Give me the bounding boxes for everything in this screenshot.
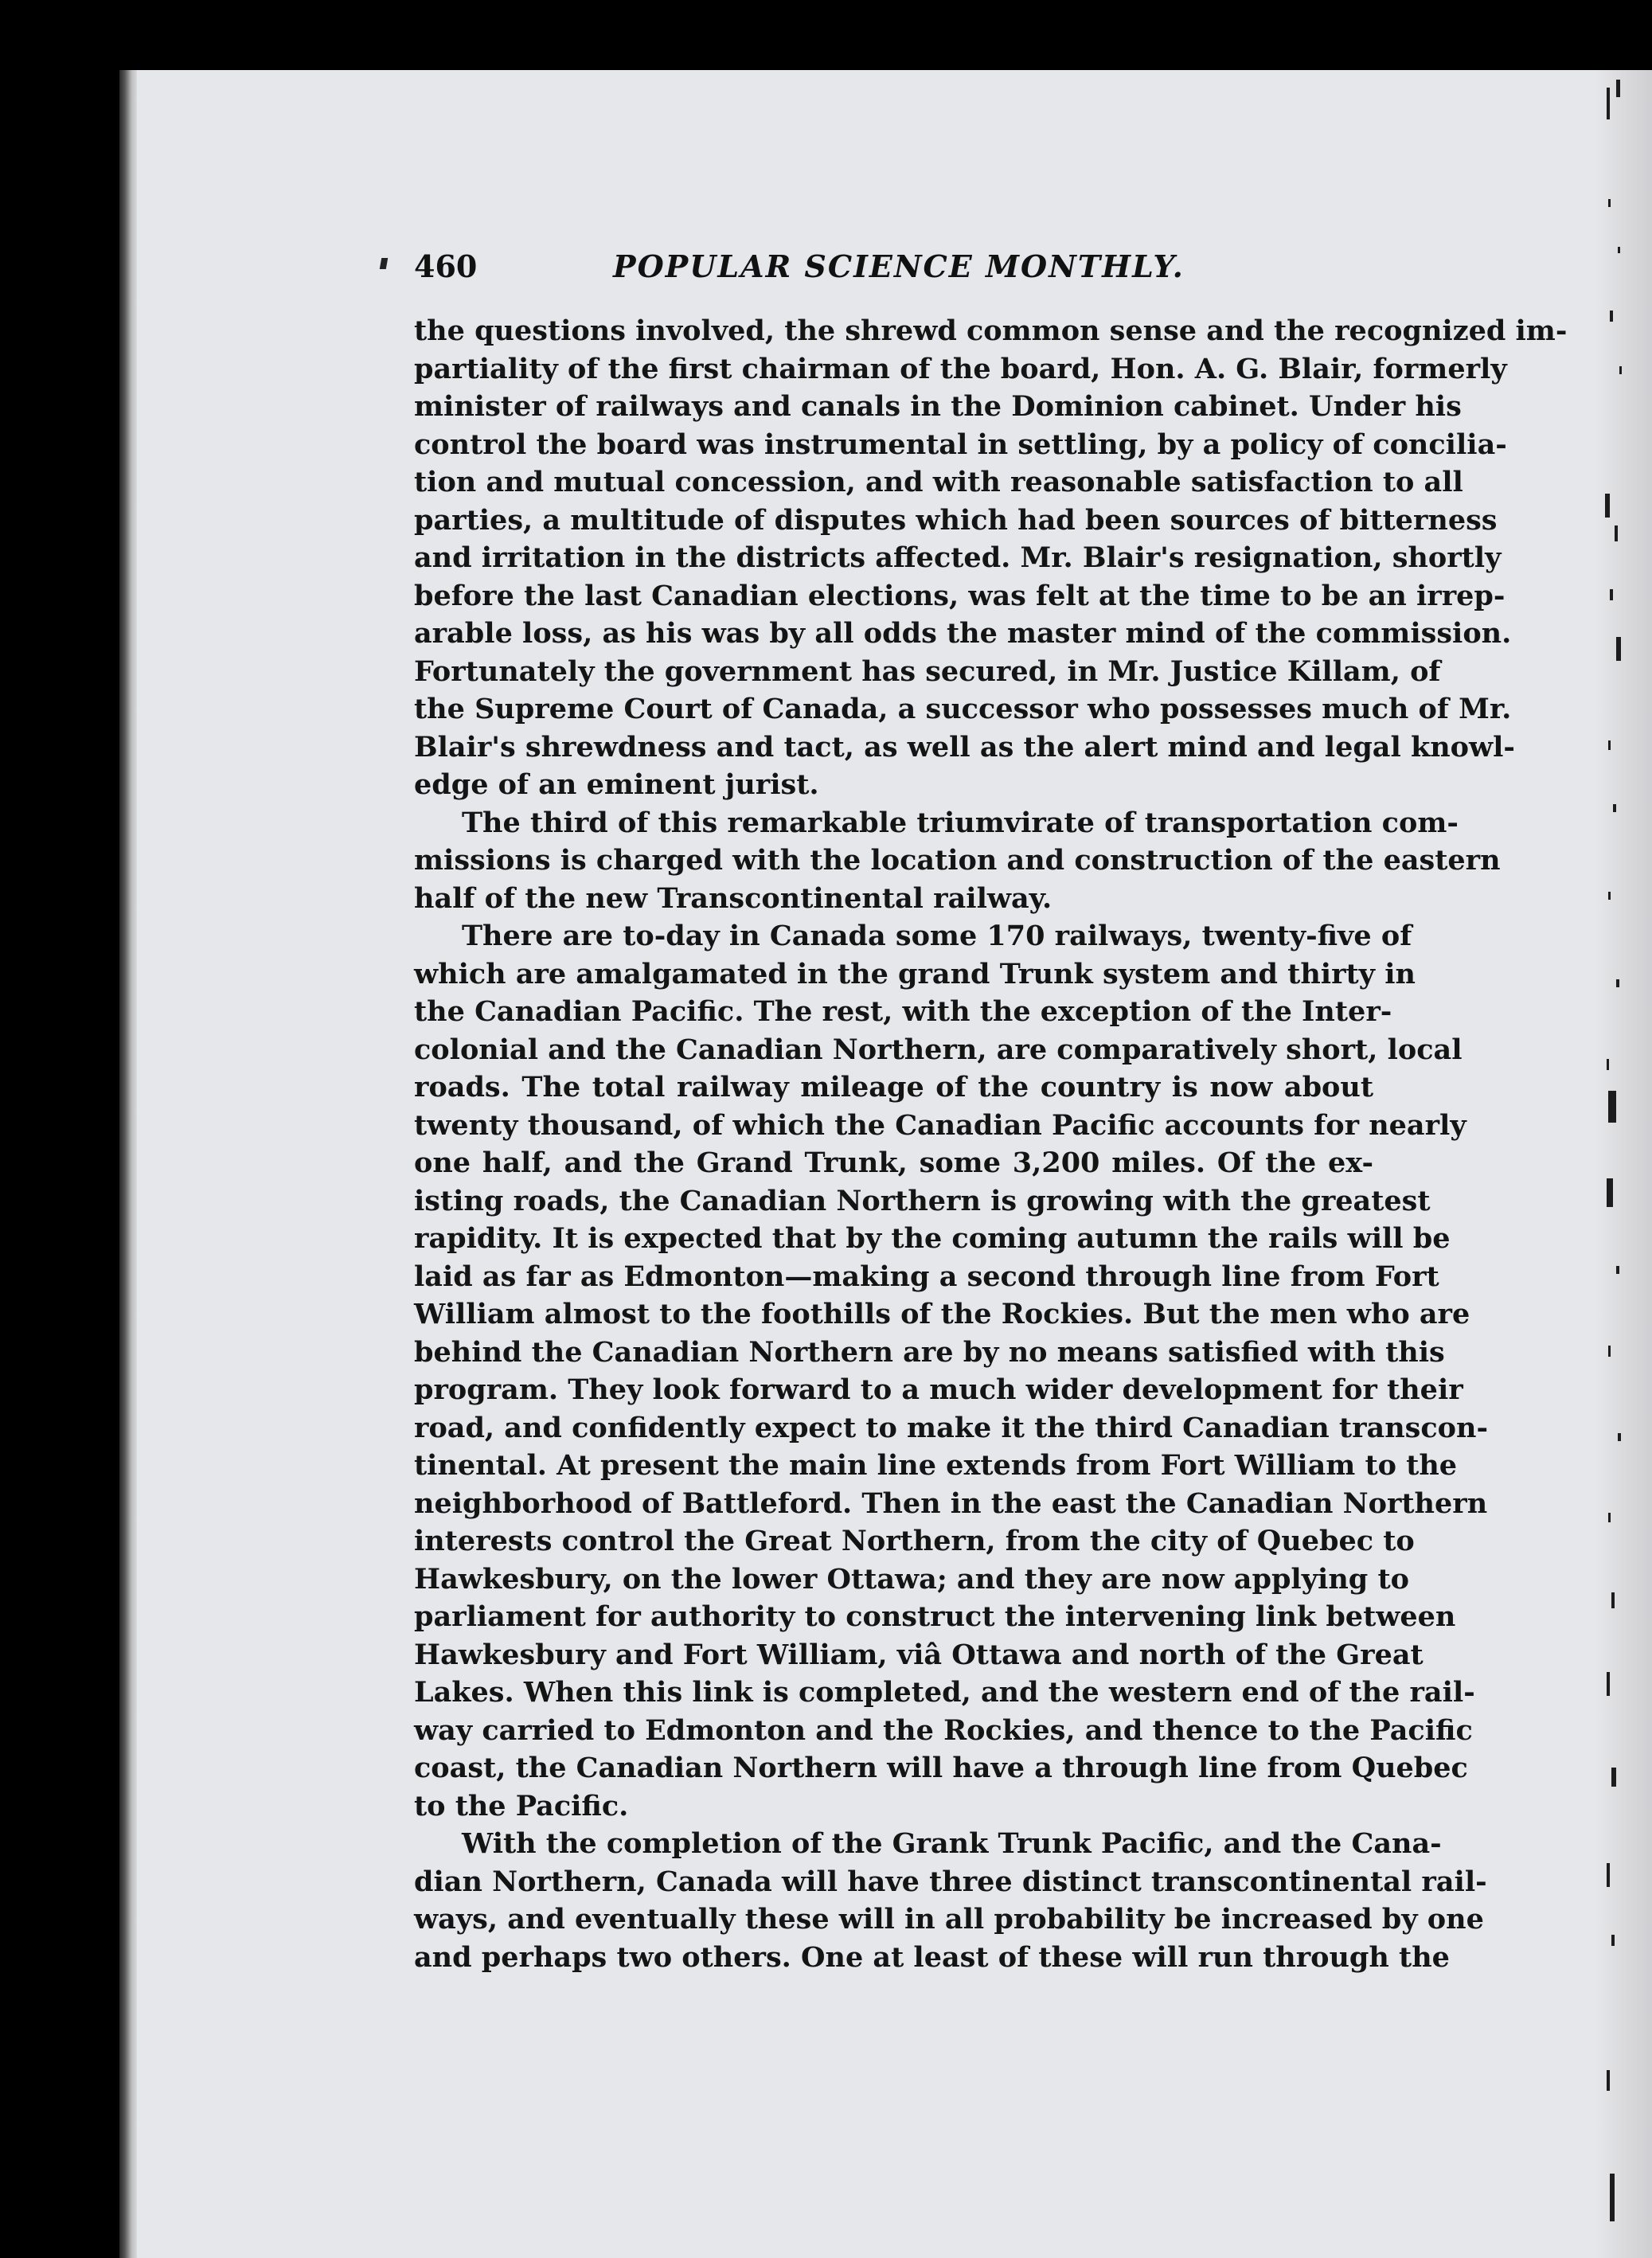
running-title: POPULAR SCIENCE MONTHLY. [613, 248, 1185, 284]
text-line: edge of an eminent jurist. [414, 768, 819, 801]
text-line: roads. The total railway mileage of the country is now about [414, 1071, 1373, 1104]
text-line: behind the Canadian Northern are by no means satisfied with this [414, 1335, 1445, 1369]
body-text [414, 312, 1568, 1976]
text-line: to the Pacific. [414, 1789, 629, 1822]
text-line: control the board was instrumental in settling, by a policy of concilia- [414, 428, 1507, 461]
text-line: and perhaps two others. One at least of these will run through the [414, 1940, 1450, 1974]
text-line: interests control the Great Northern, from the city of Quebec to [414, 1525, 1415, 1557]
text-line: way carried to Edmonton and the Rockies, and thence to the Pacific [414, 1713, 1473, 1747]
text-line: coast, the Canadian Northern will have a through line from Quebec [414, 1752, 1468, 1784]
text-line: Hawkesbury, on the lower Ottawa; and they are now applying to [414, 1562, 1409, 1596]
text-line: parties, a multitude of disputes which had been sources of bitterness [414, 503, 1498, 537]
text-line: before the last Canadian elections, was felt at the time to be an irrep- [414, 579, 1506, 612]
text-line: Hawkesbury and Fort William, viâ Ottawa and north of the Great [414, 1638, 1424, 1671]
text-line: Fortunately the government has secured, in Mr. Justice Killam, of [414, 654, 1441, 688]
text-line: twenty thousand, of which the Canadian Pacific accounts for nearly [414, 1108, 1466, 1142]
text-line: neighborhood of Battleford. Then in the east the Canadian Northern [414, 1486, 1488, 1520]
text-line: William almost to the foothills of the Rockies. But the men who are [414, 1298, 1470, 1330]
text-line: the Supreme Court of Canada, a successor who possesses much of Mr. [414, 693, 1512, 725]
text-line: half of the new Transcontinental railway. [414, 881, 1053, 915]
text-line: The third of this remarkable triumvirate of transportation com- [462, 806, 1459, 839]
text-line: dian Northern, Canada will have three distinct transcontinental rail- [414, 1865, 1487, 1898]
text-line: arable loss, as his was by all odds the master mind of the commission. [414, 617, 1512, 650]
text-line: There are to-day in Canada some 170 railways, twenty-five of [462, 920, 1412, 952]
text-line: tinental. At present the main line extends from Fort William to the [414, 1449, 1458, 1482]
text-line: the questions involved, the shrewd common sense and the recognized im- [414, 314, 1568, 347]
text-line: colonial and the Canadian Northern, are comparatively short, local [414, 1033, 1463, 1066]
text-line: Blair's shrewdness and tact, as well as the alert mind and legal knowl- [414, 730, 1515, 764]
text-line: parliament for authority to construct the intervening link between [414, 1600, 1456, 1633]
text-line: minister of railways and canals in the Dominion cabinet. Under his [414, 390, 1462, 423]
text-line: which are amalgamated in the grand Trunk system and thirty in [414, 957, 1416, 990]
text-line: partiality of the first chairman of the board, Hon. A. G. Blair, formerly [414, 352, 1507, 385]
page-number: 460 [414, 248, 478, 284]
text-line: With the completion of the Grank Trunk Pacific, and the Cana- [462, 1827, 1442, 1860]
text-line: laid as far as Edmonton—making a second through line from Fort [414, 1260, 1439, 1293]
bleed-through-marks [1602, 80, 1642, 2229]
text-line: isting roads, the Canadian Northern is growing with the greatest [414, 1184, 1431, 1217]
text-line: missions is charged with the location and construction of the eastern [414, 844, 1501, 877]
text-line: tion and mutual concession, and with reasonable satisfaction to all [414, 466, 1463, 498]
text-line: ways, and eventually these will in all probability be increased by one [414, 1903, 1484, 1936]
text-line: one half, and the Grand Trunk, some 3,200 miles. Of the ex- [414, 1147, 1373, 1179]
text-line: rapidity. It is expected that by the coming autumn the rails will be [414, 1222, 1451, 1255]
text-line: program. They look forward to a much wider development for their [414, 1373, 1463, 1406]
text-line: the Canadian Pacific. The rest, with the exception of the Inter- [414, 995, 1392, 1028]
page-binding-edge [119, 70, 137, 2258]
text-line: Lakes. When this link is completed, and the western end of the rail- [414, 1676, 1475, 1709]
text-line: and irritation in the districts affected. Mr. Blair's resignation, shortly [414, 541, 1502, 574]
page-header [414, 248, 1373, 296]
text-line: road, and confidently expect to make it the third Canadian transcon- [414, 1411, 1488, 1444]
